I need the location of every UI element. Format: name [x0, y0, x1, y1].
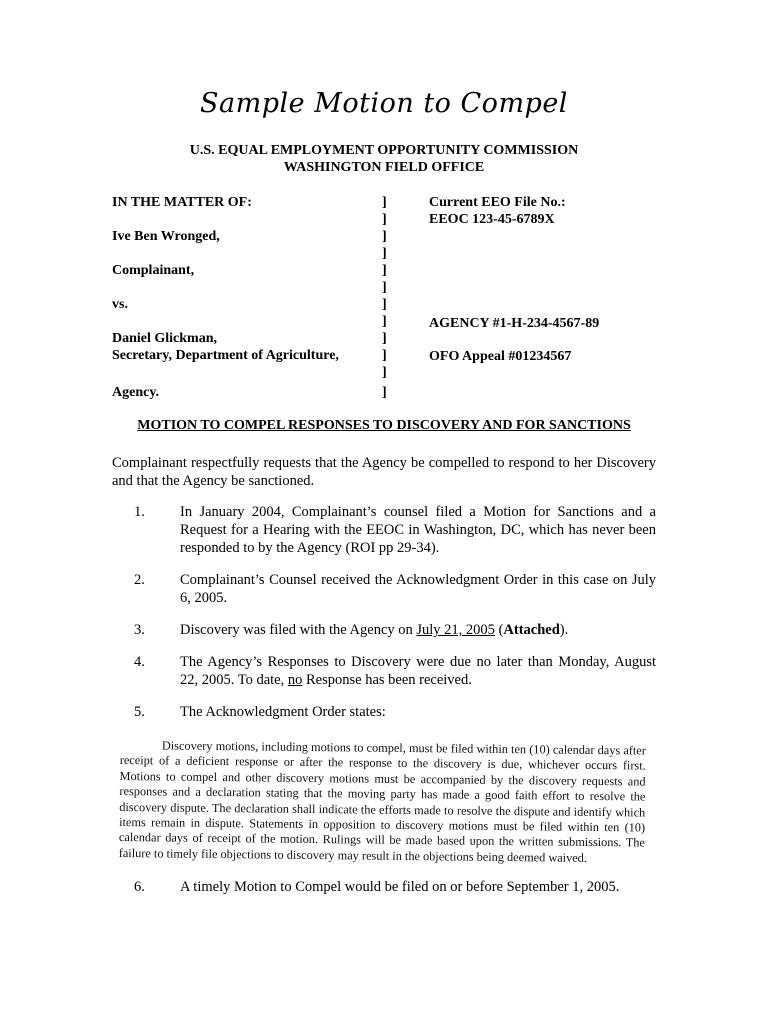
caption-bracket: ] [382, 195, 387, 210]
item-number: 6. [134, 879, 145, 895]
field-office-name: WASHINGTON FIELD OFFICE [283, 160, 485, 175]
item-text-part: The Agency’s Responses to Discovery were due no later than Monday, August 22, 2005. To date, [180, 654, 656, 688]
caption-bracket: ] [382, 365, 387, 380]
agency-label: Agency. [112, 385, 160, 400]
item-text-part: ). [559, 622, 569, 638]
complainant-label: Complainant, [112, 263, 195, 278]
item-text-part: ( [494, 622, 504, 638]
item-number: 1. [134, 504, 145, 520]
agency-number: AGENCY #1-H-234-4567-89 [429, 316, 600, 331]
attached-label: Attached [503, 622, 560, 638]
item-text: The Acknowledgment Order states: [180, 704, 386, 720]
emphasis-no: no [287, 672, 303, 688]
respondent-name: Daniel Glickman, [112, 331, 218, 346]
file-number-label: Current EEO File No.: [429, 195, 566, 210]
caption-bracket: ] [382, 263, 387, 278]
matter-label: IN THE MATTER OF: [112, 195, 252, 210]
filed-date: July 21, 2005 [416, 622, 495, 638]
commission-header [0, 142, 768, 176]
commission-name: U.S. EQUAL EMPLOYMENT OPPORTUNITY COMMISSION [189, 143, 579, 158]
intro-paragraph: Complainant respectfully requests that the Agency be compelled to respond to her Discovery and that the Agency be sanctioned. [112, 455, 656, 489]
quote-text: Discovery motions, including motions to compel, must be filed within ten (10) calendar days after receipt of a deficient response or after the response to the discovery is due, whichever occurs first. Motions to compel and other discovery motions must be accompanied by the discovery requests and responses and a declaration stating that the moving party has made a good faith effort to resolve the discovery dispute. The declaration shall indicate the efforts made to resolve the dispute and identify which items remain in dispute. Statements in opposition to discovery motions must be filed within ten (10) calendar days of receipt of the motion. Rulings will be made based upon the written submissions. The failure to timely file objections to discovery may result in the objections being deemed waived. [118, 738, 646, 865]
caption-bracket: ] [382, 331, 387, 346]
item-text-part: Discovery was filed with the Agency on [180, 622, 417, 638]
item-text [180, 653, 656, 689]
document-title: Sample Motion to Compel [200, 88, 568, 119]
respondent-title: Secretary, Department of Agriculture, [112, 348, 339, 363]
ofo-appeal-number: OFO Appeal #01234567 [429, 349, 572, 364]
item-number: 2. [134, 572, 145, 588]
item-text: In January 2004, Complainant’s counsel filed a Motion for Sanctions and a Request for a Hearing with the EEOC in Washington, DC, which has never been responded to by the Agency (ROI pp 29-34). [180, 504, 656, 556]
acknowledgment-order-excerpt [119, 738, 646, 867]
item-text-part: Response has been received. [302, 672, 472, 688]
item-text: A timely Motion to Compel would be filed on or before September 1, 2005. [180, 879, 620, 895]
caption-bracket: ] [382, 348, 387, 363]
caption-bracket: ] [382, 246, 387, 261]
versus-label: vs. [112, 297, 128, 312]
item-number: 3. [134, 622, 145, 638]
caption-bracket: ] [382, 385, 387, 400]
complainant-name: Ive Ben Wronged, [112, 229, 220, 244]
motion-heading: MOTION TO COMPEL RESPONSES TO DISCOVERY AND FOR SANCTIONS [137, 418, 631, 433]
item-number: 4. [134, 654, 145, 670]
caption-bracket: ] [382, 212, 387, 227]
caption-bracket: ] [382, 229, 387, 244]
file-number: EEOC 123-45-6789X [429, 212, 555, 227]
item-text [180, 621, 656, 639]
item-number: 5. [134, 704, 145, 720]
caption-bracket: ] [382, 314, 387, 329]
caption-bracket: ] [382, 280, 387, 295]
item-text: Complainant’s Counsel received the Acknowledgment Order in this case on July 6, 2005. [180, 572, 656, 606]
caption-bracket: ] [382, 297, 387, 312]
